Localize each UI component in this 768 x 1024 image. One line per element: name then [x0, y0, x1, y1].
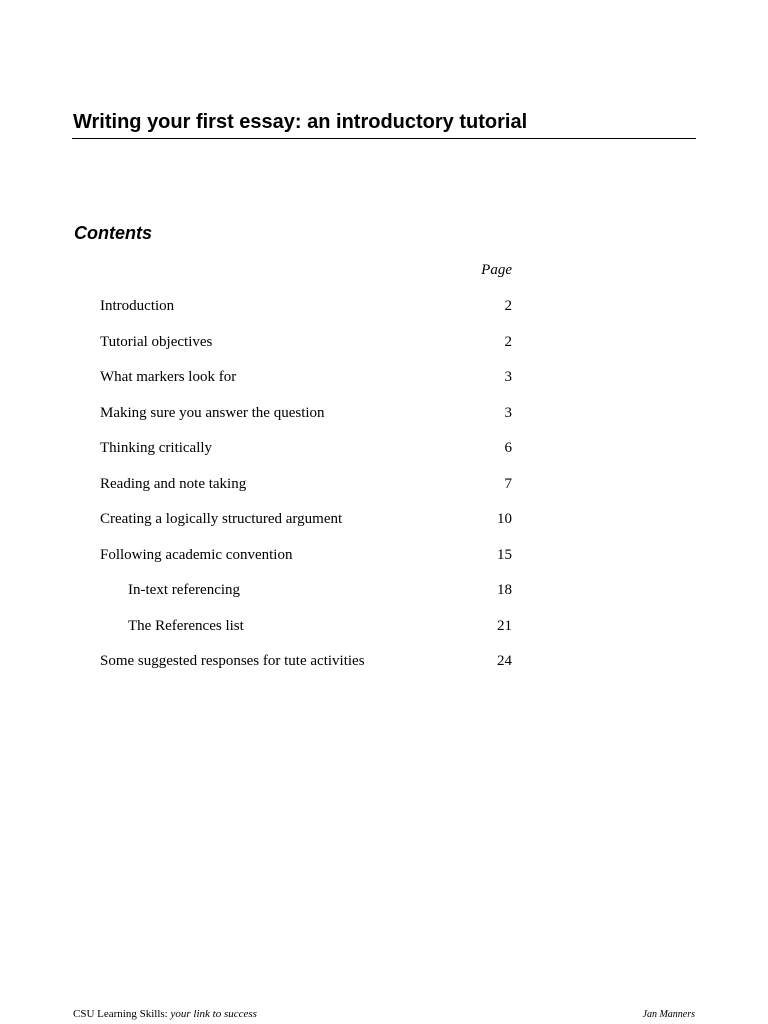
toc-entry	[0, 295, 768, 317]
toc-entry-page: 10	[497, 511, 512, 527]
contents-heading: Contents	[74, 223, 152, 243]
toc-entry-label: Tutorial objectives	[100, 334, 213, 350]
toc-entry-page: 15	[497, 547, 512, 563]
toc-entry-page: 3	[504, 405, 512, 421]
toc-entry-label: Making sure you answer the question	[100, 405, 325, 421]
toc-entry-label: In-text referencing	[128, 582, 241, 598]
toc-entry-page: 18	[497, 582, 512, 598]
toc-entry	[0, 331, 768, 353]
toc-entry	[0, 402, 768, 424]
toc-subentry	[0, 615, 768, 637]
toc-entry-label: Following academic convention	[100, 547, 293, 563]
toc-entry-page: 2	[504, 334, 512, 350]
document-title: Writing your first essay: an introductory tutorial	[73, 111, 528, 133]
toc-entry-page: 2	[504, 298, 512, 314]
toc-entry-label: The References list	[128, 618, 244, 634]
toc-entry	[0, 437, 768, 459]
toc-entry-page: 21	[497, 618, 512, 634]
toc-entry	[0, 473, 768, 495]
toc-entry	[0, 650, 768, 672]
toc-entry	[0, 544, 768, 566]
toc-entry	[0, 366, 768, 388]
toc-entry-label: What markers look for	[100, 369, 237, 385]
footer-org: CSU Learning Skills:	[73, 1008, 168, 1020]
footer-tagline: your link to success	[170, 1008, 257, 1020]
toc-entry-label: Reading and note taking	[100, 476, 247, 492]
toc-entry-page: 3	[504, 369, 512, 385]
toc-entry-label: Some suggested responses for tute activities	[100, 653, 365, 669]
toc-entry-page: 24	[497, 653, 512, 669]
toc-entry-label: Creating a logically structured argument	[100, 511, 343, 527]
title-divider	[72, 138, 696, 139]
footer-author: Jan Manners	[642, 1009, 695, 1020]
footer-credit	[73, 1007, 257, 1021]
toc-entry-label: Thinking critically	[100, 440, 213, 456]
page-column-header: Page	[481, 262, 512, 278]
toc-entry	[0, 508, 768, 530]
toc-entry-label: Introduction	[100, 298, 175, 314]
toc-entry-page: 7	[504, 476, 512, 492]
toc-subentry	[0, 579, 768, 601]
toc-entry-page: 6	[504, 440, 512, 456]
